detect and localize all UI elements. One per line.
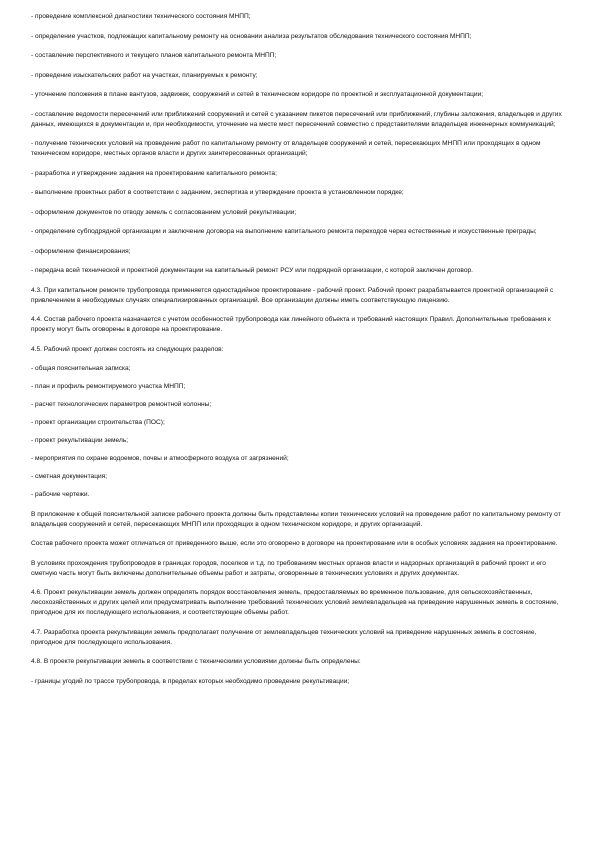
list-item: - определение участков, подлежащих капитальному ремонту на основании анализа результатов обследования технического состояния МНПП; xyxy=(31,32,472,40)
list-item: - оформление финансирования; xyxy=(31,247,131,255)
list-item: - мероприятия по охране водоемов, почвы и атмосферного воздуха от загрязнений; xyxy=(31,455,289,462)
list-item: - расчет технологических параметров ремонтной колонны; xyxy=(31,401,212,408)
list-item: - общая пояснительная записка; xyxy=(31,365,131,372)
list-item: - определение субподрядной организации и заключение договора на выполнение капитального ремонта переходов через естественные и искусственные преграды; xyxy=(31,228,537,235)
body-paragraph: В приложение к общей пояснительной записке рабочего проекта должны быть представлены копии технических условий на проведение работ по капитальному ремонту от владельцев сооружений и сетей, пересекающих МНПП или проходящих в одном техническом коридоре, и других организаций. xyxy=(31,510,561,528)
list-item: - сметная документация; xyxy=(31,473,108,480)
section-paragraph: 4.5. Рабочий проект должен состоять из следующих разделов: xyxy=(31,345,224,353)
list-item: - проект организации строительства (ПОС); xyxy=(31,419,165,426)
list-item: - получение технических условий на проведение работ по капитальному ремонту от владельцев сооружений и сетей, пересекающих МНПП или проходящих в одном техническом коридоре, местных органов власти и других заинтересованных организаций; xyxy=(31,140,541,157)
list-item: - проведение комплексной диагностики технического состояния МНПП; xyxy=(31,13,251,20)
list-item: - план и профиль ремонтируемого участка МНПП; xyxy=(31,383,186,390)
section-paragraph: 4.4. Состав рабочего проекта назначается с учетом особенностей трубопровода как линейного объекта и требований настоящих Правил. Дополнительные требования к проекту могут быть оговорены в договоре на проектирование. xyxy=(31,316,551,333)
list-item: - проведение изыскательских работ на участках, планируемых к ремонту; xyxy=(31,71,258,79)
list-item: - проект рекультивации земель; xyxy=(31,437,129,444)
section-paragraph: 4.6. Проект рекультивации земель должен определять порядок восстановления земель, предоставляемых во временное пользование, для сельскохозяйственных, лесохозяйственных и других целей или предусматривать выполнение требований технических условий землевладельцев на приведение нарушенных земель в состояние, пригодное для их последующего использования, и соответствующие объемы работ. xyxy=(31,589,559,616)
list-item: - рабочие чертежи. xyxy=(31,491,90,498)
list-item: - составление перспективного и текущего планов капитального ремонта МНПП; xyxy=(31,52,277,59)
list-item: - выполнение проектных работ в соответствии с заданием, экспертиза и утверждение проекта в установленном порядке; xyxy=(31,189,404,196)
list-item: - составление ведомости пересечений или приближений сооружений и сетей с указанием пикетов пересечений или приближений, глубины заложения, владельцев и других данных, имеющихся в документации и, при необходимости, уточнение на месте мест пересечений совместно с представителями владельцев инженерных коммуникаций; xyxy=(31,110,562,128)
list-item: - оформление документов по отводу земель с согласованием условий рекультивации; xyxy=(31,208,297,216)
list-item: - передача всей технической и проектной документации на капитальный ремонт РСУ или подрядной организации, с которой заключен договор. xyxy=(31,267,473,274)
section-paragraph: 4.3. При капитальном ремонте трубопровода применяется одностадийное проектирование - рабочий проект. Рабочий проект разрабатывается проектной организацией с привлечением в необходимых случаях специализированных организаций. Все организации должны иметь соответствующую лицензию. xyxy=(31,286,554,304)
list-item: - разработка и утверждение задания на проектирование капитального ремонта; xyxy=(31,169,277,177)
body-paragraph: Состав рабочего проекта может отличаться от приведенного выше, если это оговорено в договоре на проектирование или в особых условиях задания на проектирование. xyxy=(31,540,558,547)
body-paragraph: В условиях прохождения трубопроводов в границах городов, поселков и т.д. по требованиям местных органов власти и надзорных организаций в рабочий проект и его сметную часть могут быть включены дополнительные объемы работ и затраты, оговоренные в технических условиях и других документах. xyxy=(31,559,546,577)
list-item: - границы угодий по трассе трубопровода, в пределах которых необходимо проведение рекультивации; xyxy=(31,677,350,685)
list-item: - уточнение положения в плане вантузов, задвижек, сооружений и сетей в техническом коридоре по проектной и эксплуатационной документации; xyxy=(31,91,484,98)
document-page xyxy=(31,12,564,696)
section-paragraph: 4.8. В проекте рекультивации земель в соответствии с техническими условиями должны быть определены: xyxy=(31,658,361,665)
section-paragraph: 4.7. Разработка проекта рекультивации земель предполагает получение от землевладельцев технических условий на приведение нарушенных земель в состояние, пригодное для последующего использования. xyxy=(31,628,537,646)
